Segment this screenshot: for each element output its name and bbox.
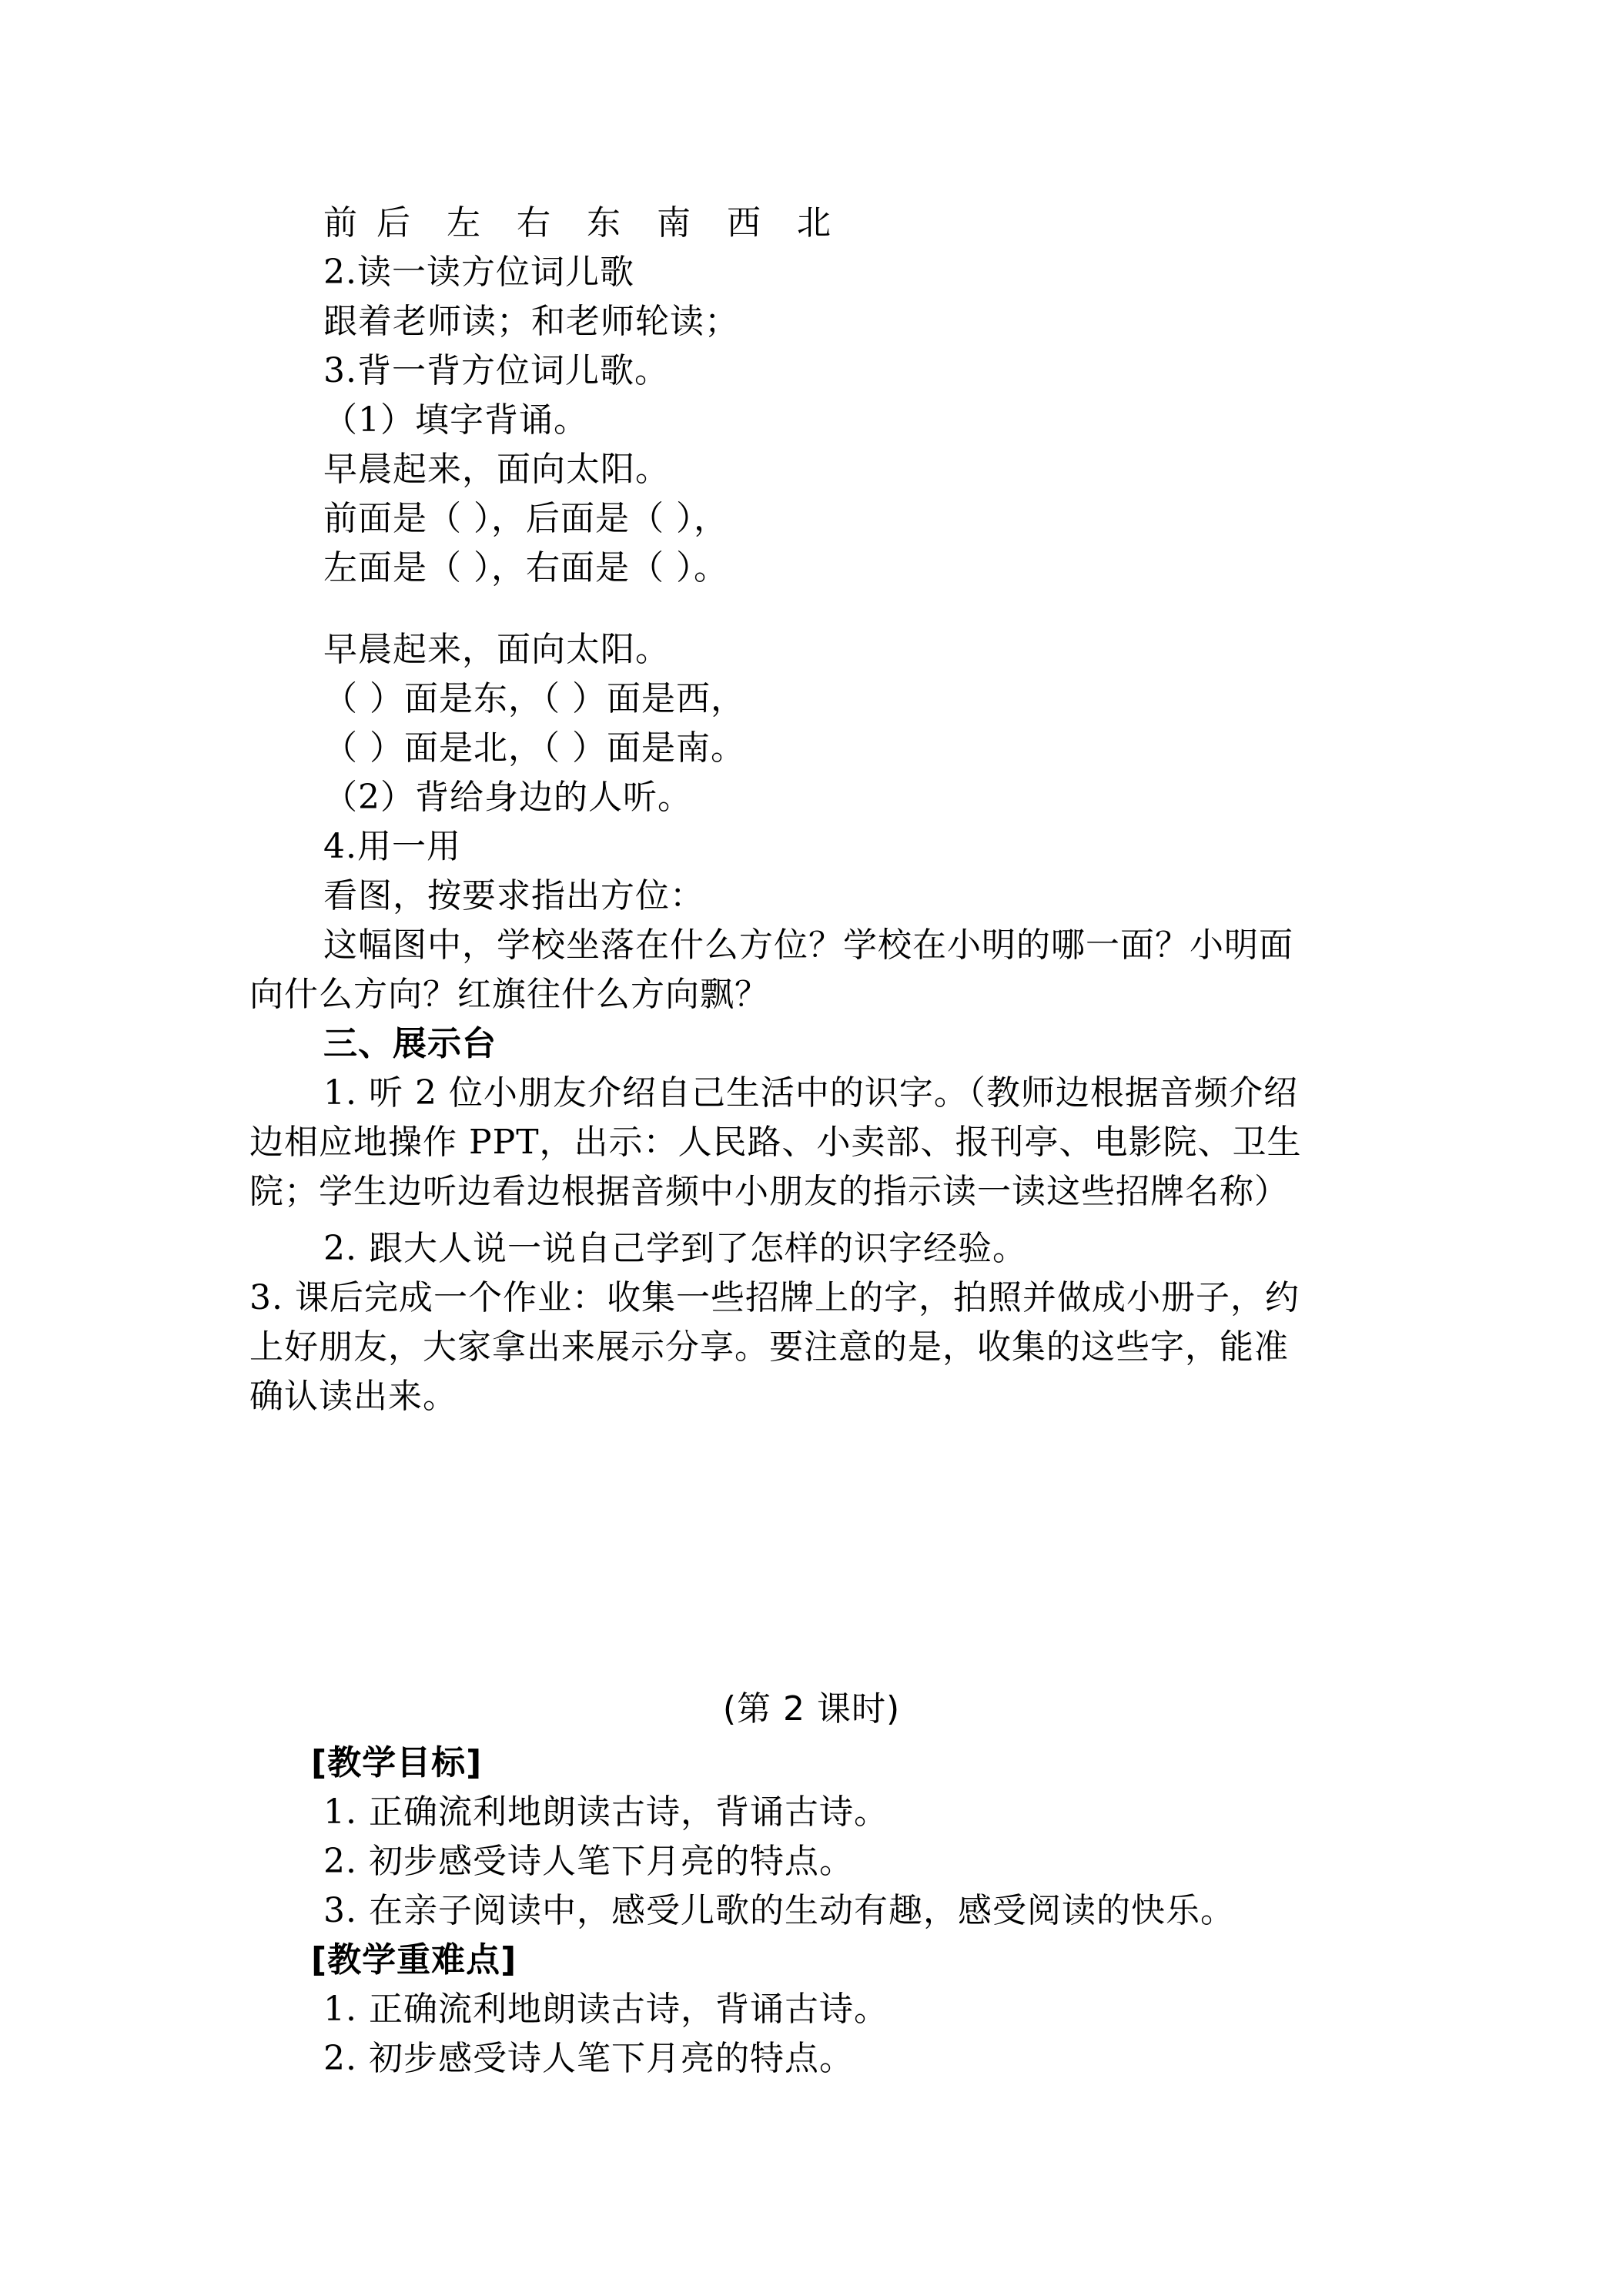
poem2-line: （ ）面是北，（ ）面是南。 — [323, 728, 745, 768]
direction-word: 西 — [727, 203, 761, 243]
section3-paragraph: 确认读出来。 — [249, 1377, 457, 1416]
goals-title: [教学目标] — [311, 1743, 483, 1782]
direction-word: 东 — [587, 203, 621, 243]
item2-text: 跟着老师读；和老师轮读； — [323, 302, 739, 341]
direction-word: 前 — [323, 203, 358, 243]
item3-title: 3.背一背方位词儿歌。 — [323, 351, 669, 390]
poem1-line: 前面是（ ），后面是（ ）， — [323, 499, 728, 538]
item2-title: 2.读一读方位词儿歌 — [323, 253, 634, 292]
section3-paragraph: 3. 课后完成一个作业：收集一些招牌上的字，拍照并做成小册子，约 — [249, 1278, 1300, 1317]
direction-word: 左 — [447, 203, 481, 243]
direction-words — [323, 202, 867, 245]
poem1-line: 左面是（ ），右面是（ ）。 — [323, 548, 728, 587]
item4-title: 4.用一用 — [323, 827, 461, 866]
lesson2-title: (第 2 课时) — [722, 1689, 901, 1729]
section3-paragraph: 上好朋友，大家拿出来展示分享。要注意的是，收集的这些字，能准 — [249, 1327, 1289, 1367]
direction-word: 南 — [657, 203, 691, 243]
section3-paragraph: 1. 听 2 位小朋友介绍自己生活中的识字。（教师边根据音频介绍 — [323, 1073, 1298, 1113]
poem2-line: （ ）面是东，（ ）面是西， — [323, 679, 745, 718]
section3-paragraph: 院；学生边听边看边根据音频中小朋友的指示读一读这些招牌名称） — [249, 1172, 1289, 1211]
key-points-title: [教学重难点] — [311, 1940, 517, 1980]
item4-question: 向什么方向？红旗往什么方向飘？ — [249, 975, 769, 1014]
item4-question: 这幅图中，学校坐落在什么方位？学校在小明的哪一面？小明面 — [323, 925, 1293, 965]
direction-word: 北 — [797, 203, 832, 243]
goal-item: 3. 在亲子阅读中，感受儿歌的生动有趣，感受阅读的快乐。 — [323, 1891, 1235, 1930]
key-point-item: 2. 初步感受诗人笔下月亮的特点。 — [323, 2039, 854, 2078]
poem1-line: 早晨起来，面向太阳。 — [323, 450, 670, 489]
section3-paragraph: 2. 跟大人说一说自己学到了怎样的识字经验。 — [323, 1229, 1027, 1268]
goal-item: 2. 初步感受诗人笔下月亮的特点。 — [323, 1842, 854, 1881]
item3-sub2: （2）背给身边的人听。 — [323, 778, 692, 817]
section3-title: 三、展示台 — [323, 1024, 497, 1063]
direction-word: 右 — [517, 203, 551, 243]
goal-item: 1. 正确流利地朗读古诗，背诵古诗。 — [323, 1792, 888, 1832]
poem2-line: 早晨起来，面向太阳。 — [323, 630, 670, 669]
section3-paragraph: 边相应地操作 PPT，出示：人民路、小卖部、报刊亭、电影院、卫生 — [249, 1123, 1302, 1162]
item4-text: 看图，按要求指出方位： — [323, 876, 704, 915]
key-point-item: 1. 正确流利地朗读古诗，背诵古诗。 — [323, 1990, 888, 2029]
direction-word: 后 — [376, 203, 411, 243]
item3-sub1: （1）填字背诵。 — [323, 400, 588, 440]
